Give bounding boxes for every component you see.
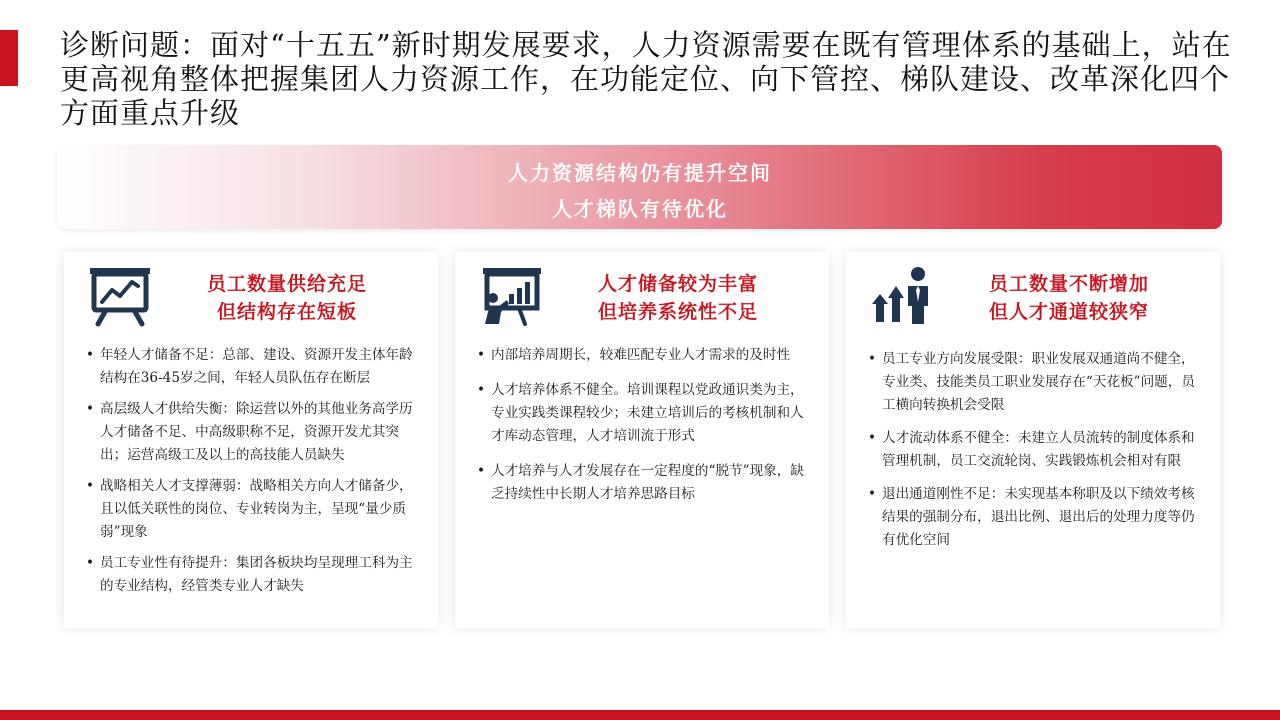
page-title: 诊断问题：面对“十五五”新时期发展要求，人力资源需要在既有管理体系的基础上，站在更高视角整体把握集团人力资源工作，在功能定位、向下管控、梯队建设、改革深化四个方面重点升级 bbox=[60, 28, 1232, 130]
lecture-board-icon bbox=[479, 264, 543, 328]
banner-line-2: 人才梯队有待优化 bbox=[552, 197, 728, 221]
card-heading-line-2: 但人才通道较狭窄 bbox=[988, 301, 1149, 323]
list-item: • 员工专业方向发展受限：职业发展双通道尚不健全，专业类、技能类员工职业发展存在“天花板”问题，员工横向转换机会受限 bbox=[868, 348, 1202, 417]
list-item: • 人才培养与人才发展存在一定程度的“脱节”现象，缺乏持续性中长期人才培养思路目标 bbox=[477, 460, 811, 506]
presentation-chart-icon bbox=[88, 264, 152, 328]
bullet-list bbox=[868, 348, 1202, 562]
card-talent-training bbox=[455, 252, 829, 628]
title-accent-bar bbox=[0, 30, 18, 86]
list-item: • 高层级人才供给失衡：除运营以外的其他业务高学历人才储备不足、中高级职称不足，资源开发尤其突出；运营高级工及以上的高技能人员缺失 bbox=[86, 398, 420, 467]
bullet-list bbox=[477, 344, 811, 518]
list-item: • 人才流动体系不健全：未建立人员流转的制度体系和管理机制，员工交流轮岗、实践锻炼机会相对有限 bbox=[868, 427, 1202, 473]
card-talent-channel bbox=[846, 252, 1220, 628]
summary-banner bbox=[58, 145, 1222, 229]
list-item: • 年轻人才储备不足：总部、建设、资源开发主体年龄结构在36-45岁之间，年轻人员队伍存在断层 bbox=[86, 344, 420, 390]
banner-line-1: 人力资源结构仍有提升空间 bbox=[508, 161, 772, 185]
card-heading bbox=[543, 270, 813, 326]
card-heading-line-1: 员工数量供给充足 bbox=[206, 273, 367, 295]
list-item: • 员工专业性有待提升：集团各板块均呈现理工科为主的专业结构，经管类专业人才缺失 bbox=[86, 552, 420, 598]
card-heading-line-2: 但结构存在短板 bbox=[216, 301, 357, 323]
card-heading bbox=[934, 270, 1204, 326]
card-heading-line-1: 人才储备较为丰富 bbox=[597, 273, 758, 295]
list-item: • 人才培养体系不健全。培训课程以党政通识类为主，专业实践类课程较少；未建立培训后的考核机制和人才库动态管理，人才培训流于形式 bbox=[477, 379, 811, 448]
list-item: • 退出通道刚性不足：未实现基本称职及以下绩效考核结果的强制分布，退出比例、退出后的处理力度等仍有优化空间 bbox=[868, 483, 1202, 552]
card-heading bbox=[152, 270, 422, 326]
bullet-list bbox=[86, 344, 420, 606]
footer-bar bbox=[0, 710, 1280, 720]
card-heading-line-2: 但培养系统性不足 bbox=[597, 301, 758, 323]
career-growth-icon bbox=[870, 264, 934, 328]
list-item: • 内部培养周期长，较难匹配专业人才需求的及时性 bbox=[477, 344, 811, 367]
card-talent-structure bbox=[64, 252, 438, 628]
list-item: • 战略相关人才支撑薄弱：战略相关方向人才储备少，且以低关联性的岗位、专业转岗为主，呈现“量少质弱”现象 bbox=[86, 475, 420, 544]
card-heading-line-1: 员工数量不断增加 bbox=[988, 273, 1149, 295]
